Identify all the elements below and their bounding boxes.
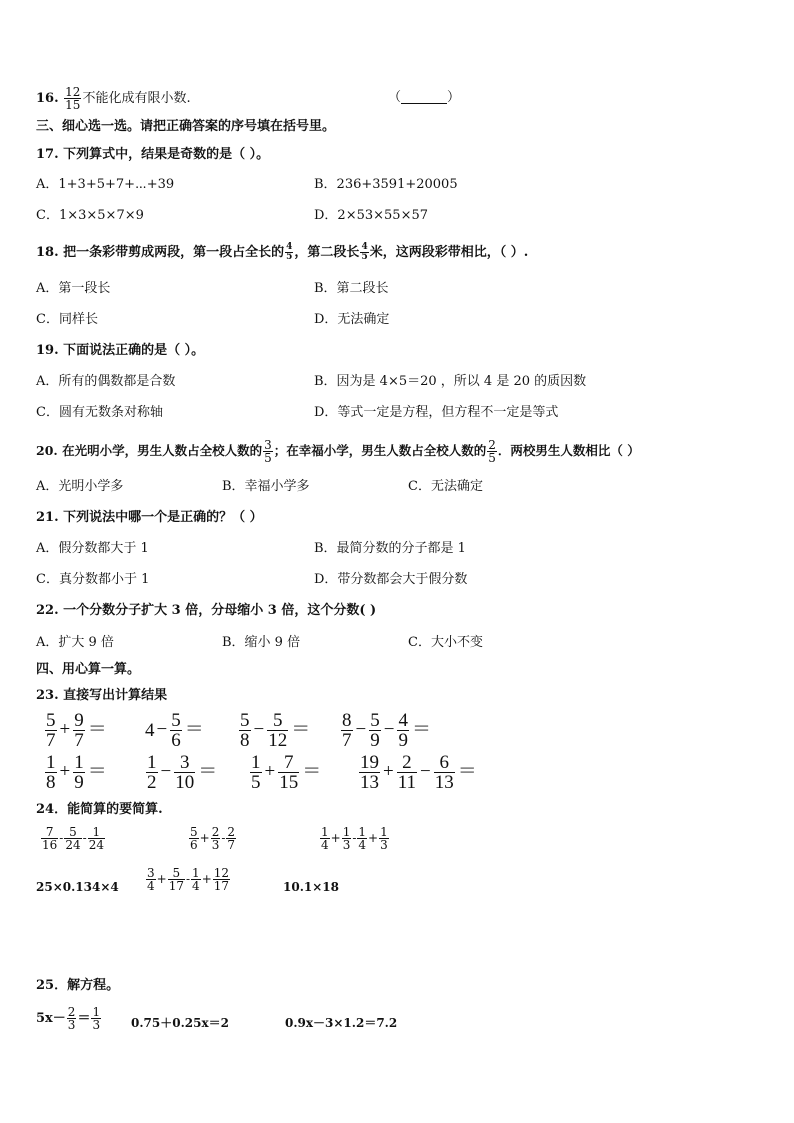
- q19-option-b[interactable]: B．因为是 4×5＝20 ，所以 4 是 20 的质因数: [314, 374, 587, 389]
- q25-eq-2: 0.75＋0.25x＝2: [131, 1016, 229, 1030]
- q16-number: 16.: [36, 91, 59, 106]
- q20-fraction-1: $\frac{3}{5}$: [264, 438, 272, 465]
- q25-eq-3: 0.9x－3×1.2＝7.2: [285, 1016, 398, 1030]
- q25-eq-1: 5x－ $\frac{2}{3}$ ＝ $\frac{1}{3}$: [36, 1005, 101, 1032]
- q18-stem: 18. 把一条彩带剪成两段，第一段占全长的 $\frac{4}{5}$ ，第二段长 $\frac{4}{5}$ 米，这两段彩带相比，（ ）.: [36, 242, 529, 262]
- q16-fraction: $\frac{12}{15}$: [65, 85, 81, 112]
- q17-option-c[interactable]: C．1×3×5×7×9: [36, 208, 144, 223]
- q21-option-a[interactable]: A．假分数都大于 1: [36, 541, 149, 556]
- section-3-heading: 三、细心选一选。请把正确答案的序号填在括号里。: [36, 119, 336, 134]
- q18-option-a[interactable]: A．第一段长: [36, 281, 111, 296]
- q19-option-c[interactable]: C．圆有无数条对称轴: [36, 405, 163, 420]
- section-4-heading: 四、用心算一算。: [36, 662, 141, 677]
- q16-line: [36, 86, 191, 111]
- q23-expr-5: $\frac{1}{8}$ + $\frac{1}{9}$ ＝: [46, 752, 107, 793]
- q24-expr-6: 10.1×18: [283, 880, 339, 894]
- q24-expr-1: $\frac{7}{16}$ - $\frac{5}{24}$ - $\frac{1}{24}$: [42, 825, 104, 852]
- q21-option-b[interactable]: B．最简分数的分子都是 1: [314, 541, 466, 556]
- q18-option-d[interactable]: D．无法确定: [314, 312, 390, 327]
- q22-option-c[interactable]: C．大小不变: [408, 635, 483, 650]
- q24-expr-2: $\frac{5}{6}$ + $\frac{2}{3}$ - $\frac{2}{7}$: [190, 825, 236, 852]
- q19-option-d[interactable]: D．等式一定是方程，但方程不一定是等式: [314, 405, 559, 420]
- q21-option-c[interactable]: C．真分数都小于 1: [36, 572, 150, 587]
- q19-stem: 19. 下面说法正确的是（ ）。: [36, 343, 205, 358]
- q20-option-b[interactable]: B．幸福小学多: [222, 479, 310, 494]
- q23-expr-3: $\frac{5}{8}$ − $\frac{5}{12}$ ＝: [240, 710, 311, 751]
- q24-stem: 24．能简算的要简算.: [36, 802, 163, 817]
- q25-stem: 25．解方程。: [36, 978, 120, 993]
- q23-expr-2: 4 − $\frac{5}{6}$ ＝: [145, 710, 204, 751]
- q20-fraction-2: $\frac{2}{5}$: [488, 438, 496, 465]
- q17-stem: 17. 下列算式中，结果是奇数的是（ ）。: [36, 147, 270, 162]
- q17-option-d[interactable]: D．2×53×55×57: [314, 208, 428, 223]
- q23-expr-4: $\frac{8}{7}$ − $\frac{5}{9}$ − $\frac{4}{9}$ ＝: [342, 710, 431, 751]
- q23-stem: 23. 直接写出计算结果: [36, 688, 168, 703]
- q22-option-a[interactable]: A．扩大 9 倍: [36, 635, 114, 650]
- q18-option-b[interactable]: B．第二段长: [314, 281, 389, 296]
- q24-expr-4: 25×0.134×4: [36, 880, 119, 894]
- q17-option-a[interactable]: A．1+3+5+7+⋯+39: [36, 177, 175, 192]
- q21-option-d[interactable]: D．带分数都会大于假分数: [314, 572, 468, 587]
- q22-stem: 22. 一个分数分子扩大 3 倍，分母缩小 3 倍，这个分数( ): [36, 603, 377, 618]
- q20-stem: 20. 在光明小学，男生人数占全校人数的 $\frac{3}{5}$ ；在幸福小学，男生人数占全校人数的 $\frac{2}{5}$ ．两校男生人数相比（ ）: [36, 438, 640, 465]
- q24-expr-5: $\frac{3}{4}$ + $\frac{5}{17}$ - $\frac{1}{4}$ + $\frac{12}{17}$: [147, 866, 230, 893]
- q16-text: 不能化成有限小数.: [82, 91, 191, 106]
- q19-option-a[interactable]: A．所有的偶数都是合数: [36, 374, 176, 389]
- q16-answer-blank[interactable]: （ ）: [388, 90, 461, 105]
- q17-option-b[interactable]: B．236+3591+20005: [314, 177, 458, 192]
- q18-option-c[interactable]: C．同样长: [36, 312, 98, 327]
- q24-expr-3: $\frac{1}{4}$ + $\frac{1}{3}$ - $\frac{1}{4}$ + $\frac{1}{3}$: [321, 825, 388, 852]
- q18-fraction-1: $\frac{4}{5}$: [286, 242, 293, 262]
- q20-option-a[interactable]: A．光明小学多: [36, 479, 124, 494]
- q21-stem: 21. 下列说法中哪一个是正确的？（ ）: [36, 510, 263, 525]
- q22-option-b[interactable]: B．缩小 9 倍: [222, 635, 301, 650]
- q23-expr-8: $\frac{19}{13}$ + $\frac{2}{11}$ − $\frac{6}{13}$ ＝: [360, 752, 477, 793]
- q23-expr-1: $\frac{5}{7}$ + $\frac{9}{7}$ ＝: [46, 710, 107, 751]
- q23-expr-6: $\frac{1}{2}$ − $\frac{3}{10}$ ＝: [147, 752, 218, 793]
- q20-option-c[interactable]: C．无法确定: [408, 479, 483, 494]
- q18-fraction-2: $\frac{4}{5}$: [361, 242, 368, 262]
- q23-expr-7: $\frac{1}{5}$ + $\frac{7}{15}$ ＝: [251, 752, 322, 793]
